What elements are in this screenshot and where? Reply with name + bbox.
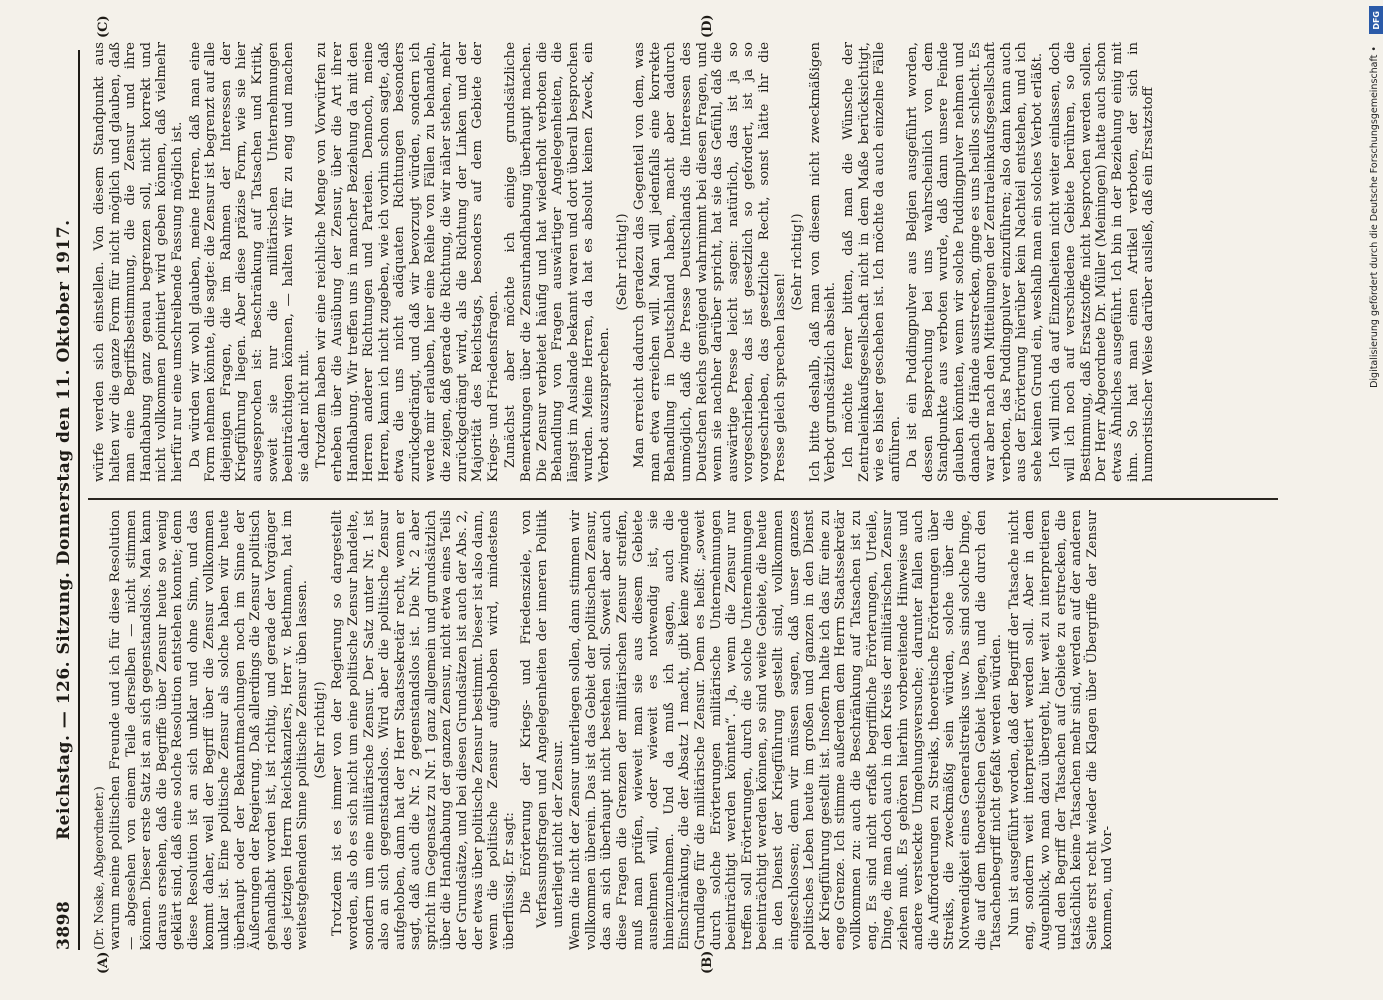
speaker-note: (Dr. Noske, Abgeordneter.) xyxy=(92,786,106,950)
digitization-text: Digitalisierung gefördert durch die Deutsche Forschungsgemeinschaft • xyxy=(1369,46,1380,388)
quotation: Die Erörterung der Kriegs- und Friedensziele, von Verfassungsfragen und Angelegenheiten der inneren Politik unterliegt nicht der Zensur. xyxy=(519,510,566,928)
page-header xyxy=(54,50,80,950)
paragraph: Zunächst aber möchte ich einige grundsätzliche Bemerkungen über die Zensurhandhabung überhaupt machen. Die Zensur verbietet häufig und hat wiederholt verboten die Behandlung von Fragen auswärtiger Angelegenheiten, die längst im Auslande bekannt waren und dort überall besprochen wurden. Meine Herren, da hat es absolut keinen Zweck, ein Verbot auszusprechen. xyxy=(503,42,612,482)
margin-label-c: (C) xyxy=(96,15,111,38)
paragraph: würfe werden sich einstellen. Von diesem Standpunkt aus halten wir die ganze Form für nicht möglich und glauben, daß man eine Begriffsbestimmung, die die Zensur und ihre Handhabung ganz genau begrenzen soll, nicht korrekt und nicht vollkommen pointiert wird geben können, daß vielmehr hierfür nur eine umschreibende Fassung möglich ist. xyxy=(92,42,185,482)
paragraph: Ich will mich da auf Einzelheiten nicht weiter einlassen, doch will ich noch auf verschiedene Gebiete berühren, so die Bestimmung, daß Ersatzstoffe nicht besprochen werden sollen. Der Herr Abgeordnete Dr. Müller (Meiningen) hatte auch schon etwas Ähnliches ausgeführt. Ich bin in der Beziehung einig mit ihm. So hat man einen Artikel verboten, der sich in humoristischer Weise darüber ausließ, daß ein Ersatzstoff xyxy=(1047,42,1157,482)
margin-label-d: (D) xyxy=(700,14,715,38)
paragraph: warum meine politischen Freunde und ich für diese Resolution — abgesehen von einem Teile derselben — nicht stimmen können. Dieser erste Satz ist an sich gegenstandslos. Man kann daraus ersehen, daß die Begriffe über Zensur heute so wenig geklärt sind, daß eine solche Resolution entstehen konnte; denn diese Resolution ist an sich unklar und ohne Sinn, und das kommt daher, weil der Begriff über die Zensur vollkommen unklar ist. Eine politische Zensur als solche haben wir heute überhaupt oder der Bekanntmachungen noch im Sinne der Äußerungen der Regierung. Daß allerdings die Zensur politisch gehandhabt worden ist, ist richtig, und gerade der Vorgänger des jetzigen Herrn Reichskanzlers, Herr v. Bethmann, hat im weitestgehenden Sinne politische Zensur üben lassen. xyxy=(108,510,311,950)
right-column xyxy=(92,42,1272,482)
interjection: (Sehr richtig!) xyxy=(312,681,328,779)
paragraph: Trotzdem ist es immer von der Regierung so dargestellt worden, als ob es sich nicht um eine politische Zensur handelte, sondern um eine militärische Zensur. Der Satz unter Nr. 1 ist also an sich gegenstandslos. Wird aber die politische Zensur aufgehoben, dann hat der Herr Staatssekretär recht, wenn er sagt, daß auch die Nr. 2 gegenstandslos ist. Die Nr. 2 aber spricht im Gegensatz zu Nr. 1 ganz allgemein und grundsätzlich über die Handhabung der ganzen Zensur, nicht etwa eines Teils der Grundsätze, und bei diesen Grundsätzen ist auch der Abs. 2, der etwas über politische Zensur bestimmt. Dieser ist also dann, wenn die politische Zensur aufgehoben wird, mindestens überflüssig. Er sagt: xyxy=(330,510,517,950)
paragraph: Trotzdem haben wir eine reichliche Menge von Vorwürfen zu erheben über die Ausübung der Zensur, über die Art ihrer Handhabung. Wir treffen uns in mancher Beziehung da mit den Herren anderer Richtungen und Parteien. Dennoch, meine Herren, kann ich nicht zugeben, wie ich vorhin schon sagte, daß etwa die uns nicht adäquaten Richtungen besonders zurückgedrängt, und daß wir bevorzugt würden, sondern ich werde mir erlauben, hier eine Reihe von Fällen zu behandeln, die zeigen, daß gerade die Richtung, die wir näher stehen, mehr zurückgedrängt wird, als die Richtung der Linken und der Majorität des Reichstags, besonders auf dem Gebiete der Kriegs- und Friedensfragen. xyxy=(314,42,501,482)
page-title: Reichstag. — 126. Sitzung. Donnerstag den 11. Oktober 1917. xyxy=(54,219,74,840)
interjection: (Sehr richtig!) xyxy=(614,213,630,311)
paragraph: Da würden wir wohl glauben, meine Herren, daß man eine Form nehmen könnte, die sagte: die Zensur ist begrenzt auf alle diejenigen Fragen, die im Rahmen der Interessen der Kriegführung liegen. Aber diese präzise Form, wie sie hier ausgesprochen ist: Beschränkung auf Tatsachen und Kritik, soweit sie nur die militärischen Unternehmungen beeinträchtigen können, — halten wir für zu eng und machen sie daher nicht mit. xyxy=(187,42,312,482)
paragraph: Da ist ein Puddingpulver aus Belgien ausgeführt worden, dessen Besprechung bei uns wahrscheinlich von dem Standpunkte aus verboten wurde, daß dann unsere Feinde glauben könnten, wenn wir solche Puddingpulver nehmen und danach die Hände ausstrecken, ginge es uns heillos schlecht. Es war aber nach den Mitteilungen der Zentraleinkaufsgesellschaft verboten, das Puddingpulver einzuführen; also dann kann auch aus der Erörterung hierüber kein Nachteil entstehen, und ich sehe keinen Grund ein, weshalb man ein solches Verbot erläßt. xyxy=(905,42,1046,482)
paragraph: Nun ist ausgeführt worden, daß der Begriff der Tatsache nicht eng, sondern weit interpretiert werden soll. Aber in dem Augenblick, wo man dazu übergeht, hier weit zu interpretieren und den Begriff der Tatsachen auf Gebiete zu erstrecken, die tatsächlich keine Tatsachen mehr sind, werden auf der anderen Seite erst recht wieder die Klagen über Übergriffe der Zensur kommen, und Vor- xyxy=(1006,510,1116,950)
paragraph: Man erreicht dadurch geradezu das Gegenteil von dem, was man etwa erreichen will. Man will jedenfalls eine korrekte Behandlung in Deutschland haben, macht aber dadurch unmöglich, daß die Presse Deutschlands die Interessen des Deutschen Reichs genügend wahrnimmt bei diesen Fragen, und wenn sie nachher darüber spricht, hat sie das Gefühl, daß die auswärtige Presse leicht sagen: natürlich, das ist ja so vorgeschrieben, das ist gesetzlich so gefordert, ist ja so vorgeschrieben, das gesetzliche Recht, sonst hätte ihr die Presse gleich sprechen lassen! xyxy=(632,42,788,482)
paragraph: Ich möchte ferner bitten, daß man die Wünsche der Zentraleinkaufsgesellschaft nicht in dem Maße berücksichtigt, wie es bisher geschehen ist. Ich möchte da auch einzelne Fälle anführen. xyxy=(840,42,903,482)
paragraph: Wenn die nicht der Zensur unterliegen sollen, dann stimmen wir vollkommen überein. Das ist das Gebiet der politischen Zensur, das an sich überhaupt nicht bestehen soll. Soweit aber auch diese Fragen die Grenzen der militärischen Zensur streifen, muß man prüfen, wieweit man sie aus diesem Gebiete ausnehmen will, oder wieweit es notwendig ist, sie hineinzunehmen. Und da muß ich sagen, auch die Einschränkung, die der Absatz 1 macht, gibt keine zwingende Grundlage für die militärische Zensur. Denn es heißt: „soweit durch solche Erörterungen militärische Unternehmungen beeinträchtigt werden könnten“. Ja, wenn die Zensur nur treffen soll Erörterungen, durch die solche Unternehmungen beeinträchtigt werden können, so sind weite Gebiete, die heute in den Dienst der Kriegführung gestellt sind, vollkommen eingeschlossen; denn wir müssen sagen, daß unser ganzes politisches Leben heute im großen und ganzen in den Dienst der Kriegführung gestellt ist. Insofern halte ich das für eine zu enge Grenze. Ich stimme außerdem dem Herrn Staatssekretär vollkommen zu: auch die Beschränkung auf Tatsachen ist zu eng. Es sind nicht erfaßt begriffliche Erörterungen, Urteile, Dinge, die man doch auch in den Kreis der militärischen Zensur ziehen muß. Es gehören hierhin vorbereitende Hinweise und andere versteckte Umgehungsversuche; darunter fallen auch die Aufforderungen zu Streiks, theoretische Erörterungen über Streiks, die zweckmäßig sein würden, solche über die Notwendigkeit eines Generalstreiks usw. Das sind solche Dinge, die auf dem theoretischen Gebiet liegen, und die durch den Tatsachenbegriff nicht gefaßt werden würden. xyxy=(568,510,1005,950)
page-number: 3898 xyxy=(54,900,74,950)
left-column xyxy=(92,510,1272,950)
digitization-note xyxy=(1369,16,1381,984)
margin-label-a: (A) xyxy=(96,951,111,974)
margin-label-b: (B) xyxy=(700,950,715,974)
paragraph: Ich bitte deshalb, daß man von diesem nicht zweckmäßigen Verbot grundsätzlich absieht. xyxy=(807,42,839,482)
column-divider xyxy=(88,498,1278,500)
interjection: (Sehr richtig!) xyxy=(790,213,806,311)
dfg-label: DFG xyxy=(1371,10,1381,30)
